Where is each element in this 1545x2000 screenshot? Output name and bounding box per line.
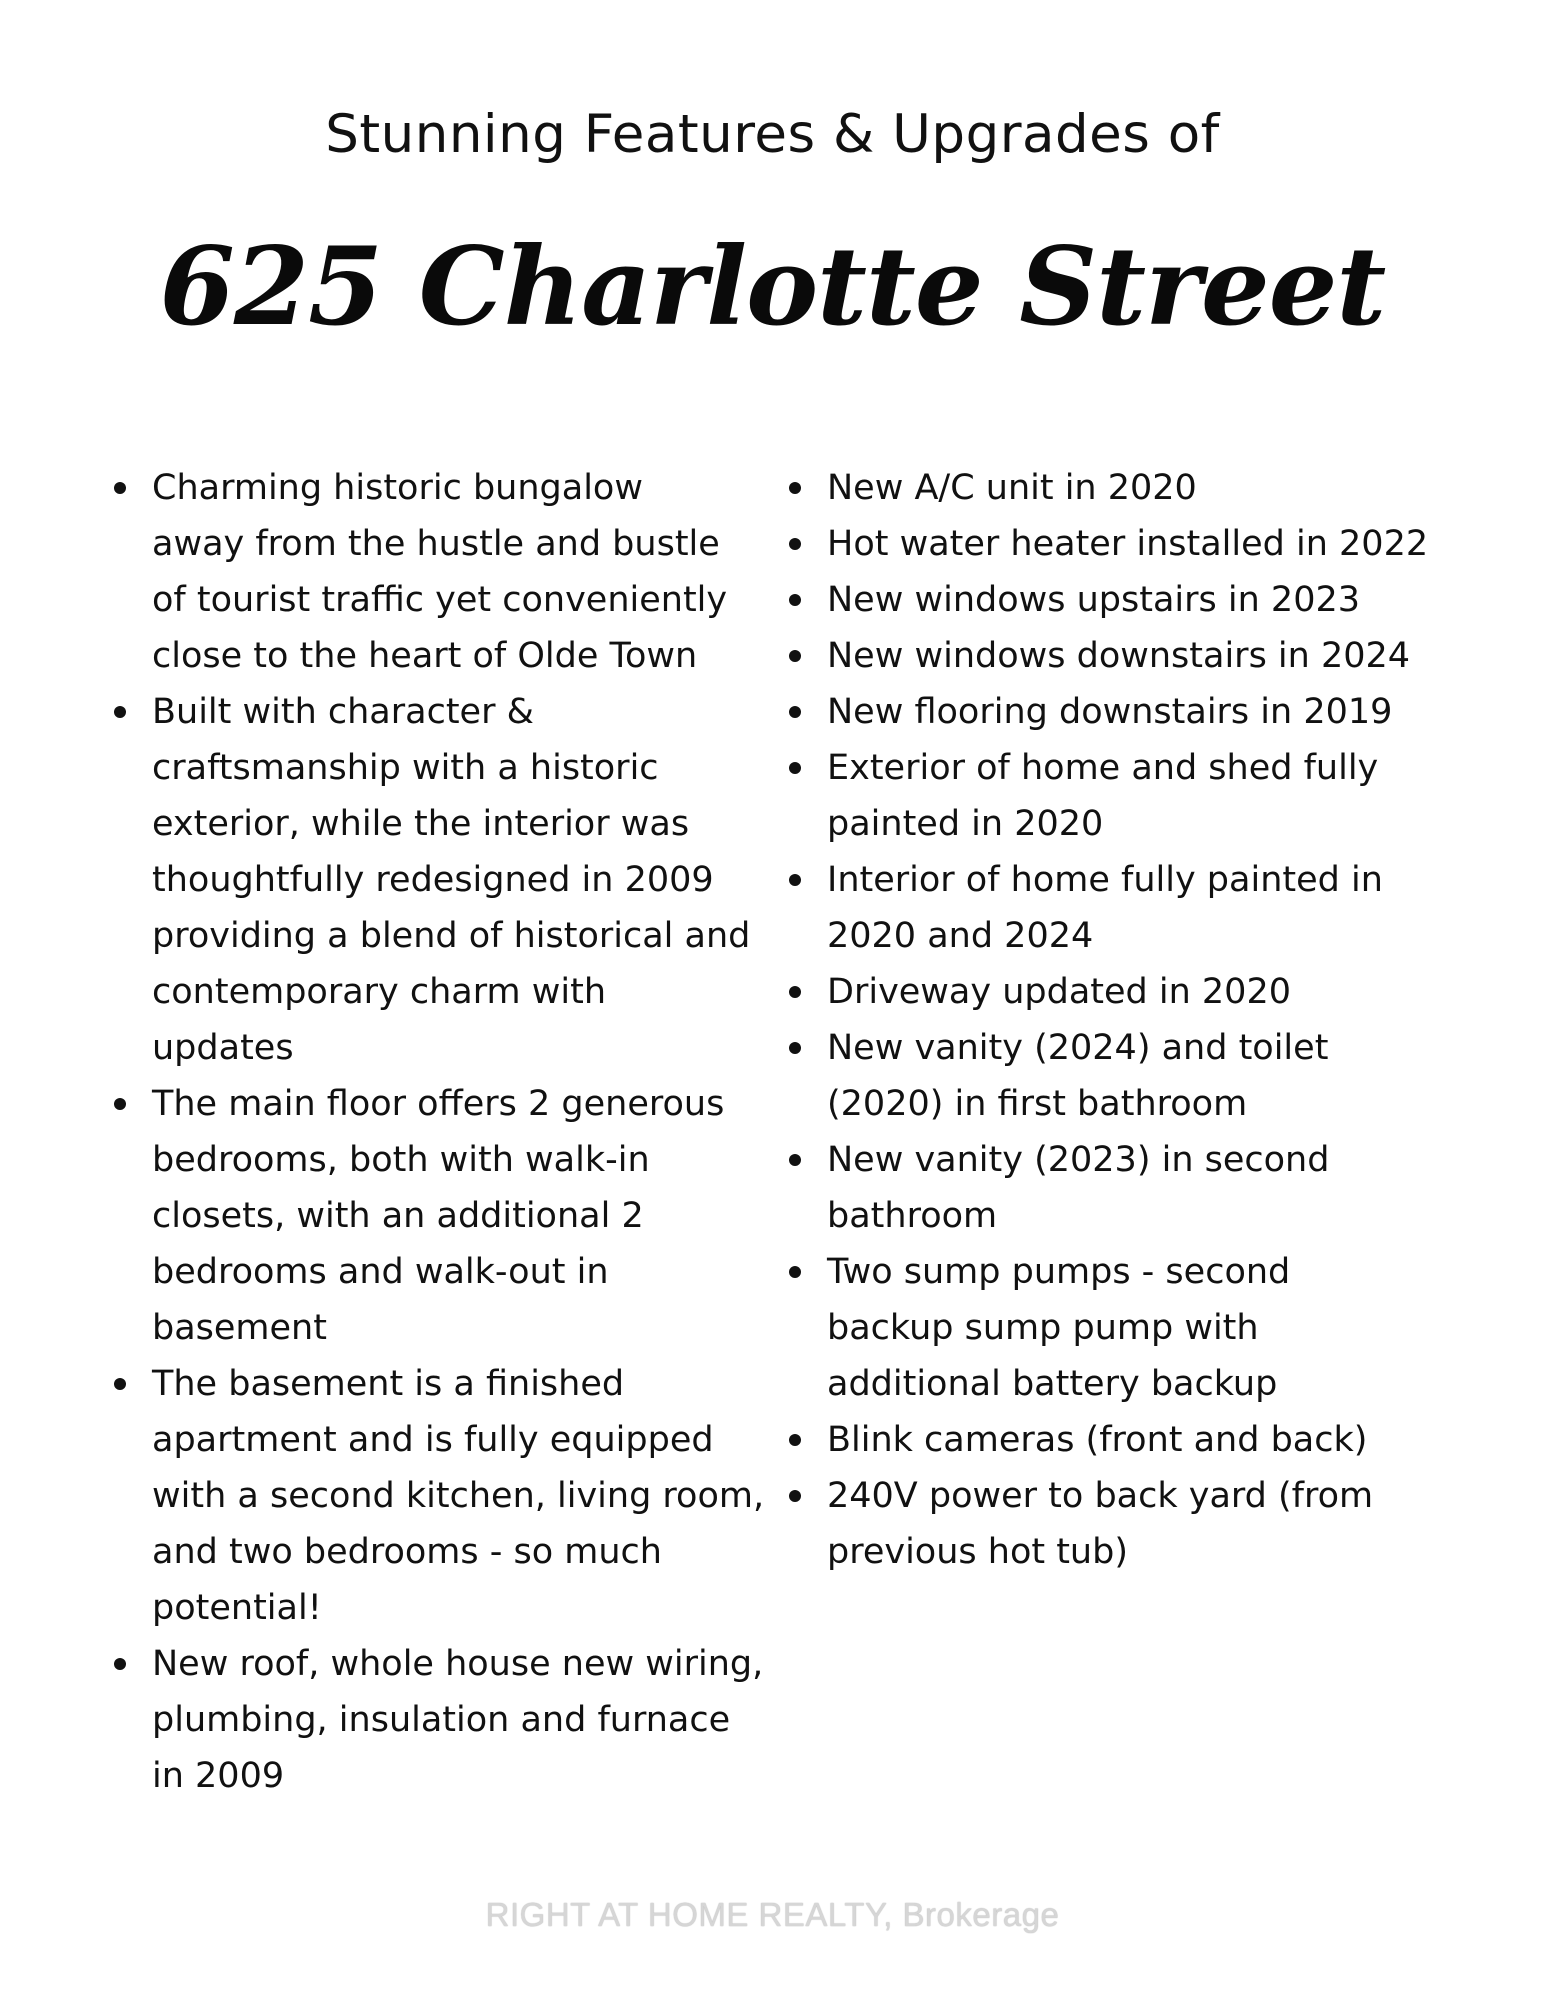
bullet-icon xyxy=(789,1490,801,1502)
bullet-icon xyxy=(789,594,801,606)
bullet-icon xyxy=(789,706,801,718)
feature-text: Blink cameras (front and back) xyxy=(827,1420,1368,1460)
feature-item xyxy=(785,460,1475,516)
feature-item xyxy=(110,1076,790,1356)
bullet-icon xyxy=(789,1042,801,1054)
bullet-icon xyxy=(789,986,801,998)
feature-item xyxy=(785,1412,1475,1468)
feature-text: New windows downstairs in 2024 xyxy=(827,636,1411,676)
bullet-icon xyxy=(789,1434,801,1446)
feature-text: New windows upstairs in 2023 xyxy=(827,580,1360,620)
bullet-icon xyxy=(789,650,801,662)
feature-text: The main floor offers 2 generous bedrooms, both with walk-in closets, with an additional 2 bedrooms and walk-out in basement xyxy=(152,1084,725,1348)
bullet-icon xyxy=(789,538,801,550)
feature-text: Exterior of home and shed fully painted in 2020 xyxy=(827,748,1379,844)
feature-text: New vanity (2024) and toilet (2020) in first bathroom xyxy=(827,1028,1329,1124)
feature-item xyxy=(110,684,790,1076)
feature-text: Driveway updated in 2020 xyxy=(827,972,1291,1012)
feature-item xyxy=(785,740,1475,852)
feature-text: Built with character & craftsmanship with a historic exterior, while the interior was thoughtfully redesigned in 2009 providing a blend of historical and contemporary charm with updates xyxy=(152,692,751,1068)
feature-item xyxy=(110,460,790,684)
feature-text: Hot water heater installed in 2022 xyxy=(827,524,1429,564)
brokerage-watermark xyxy=(0,1896,1545,1934)
left-features-list xyxy=(110,460,790,1804)
feature-text: 240V power to back yard (from previous hot tub) xyxy=(827,1476,1374,1572)
feature-item xyxy=(785,628,1475,684)
feature-text: Interior of home fully painted in 2020 and 2024 xyxy=(827,860,1383,956)
bullet-icon xyxy=(114,1378,126,1390)
feature-text: New A/C unit in 2020 xyxy=(827,468,1197,508)
feature-text: Charming historic bungalow away from the hustle and bustle of tourist traffic yet conveniently close to the heart of Olde Town xyxy=(152,468,728,676)
feature-item xyxy=(785,852,1475,964)
bullet-icon xyxy=(789,1266,801,1278)
bullet-icon xyxy=(789,874,801,886)
bullet-icon xyxy=(789,762,801,774)
bullet-icon xyxy=(789,482,801,494)
feature-item xyxy=(785,1244,1475,1412)
feature-text: New vanity (2023) in second bathroom xyxy=(827,1140,1330,1236)
bullet-icon xyxy=(114,1098,126,1110)
bullet-icon xyxy=(114,482,126,494)
feature-item xyxy=(785,1468,1475,1580)
feature-text: Two sump pumps - second backup sump pump with additional battery backup xyxy=(827,1252,1291,1404)
feature-item xyxy=(785,1020,1475,1132)
feature-item xyxy=(785,1132,1475,1244)
feature-text: The basement is a finished apartment and is fully equipped with a second kitchen, living room, and two bedrooms - so much potential! xyxy=(152,1364,765,1628)
feature-item xyxy=(785,516,1475,572)
feature-item xyxy=(110,1356,790,1636)
right-features-list xyxy=(785,460,1475,1580)
brokerage-text: RIGHT AT HOME REALTY, Brokerage xyxy=(485,1896,1060,1933)
feature-item xyxy=(785,572,1475,628)
bullet-icon xyxy=(114,706,126,718)
feature-item xyxy=(110,1636,790,1804)
bullet-icon xyxy=(789,1154,801,1166)
bullet-icon xyxy=(114,1658,126,1670)
feature-item xyxy=(785,684,1475,740)
feature-text: New roof, whole house new wiring, plumbing, insulation and furnace in 2009 xyxy=(152,1644,764,1796)
page-heading: Stunning Features & Upgrades of xyxy=(325,104,1220,165)
feature-text: New flooring downstairs in 2019 xyxy=(827,692,1393,732)
feature-item xyxy=(785,964,1475,1020)
property-address: 625 Charlotte Street xyxy=(159,224,1386,350)
